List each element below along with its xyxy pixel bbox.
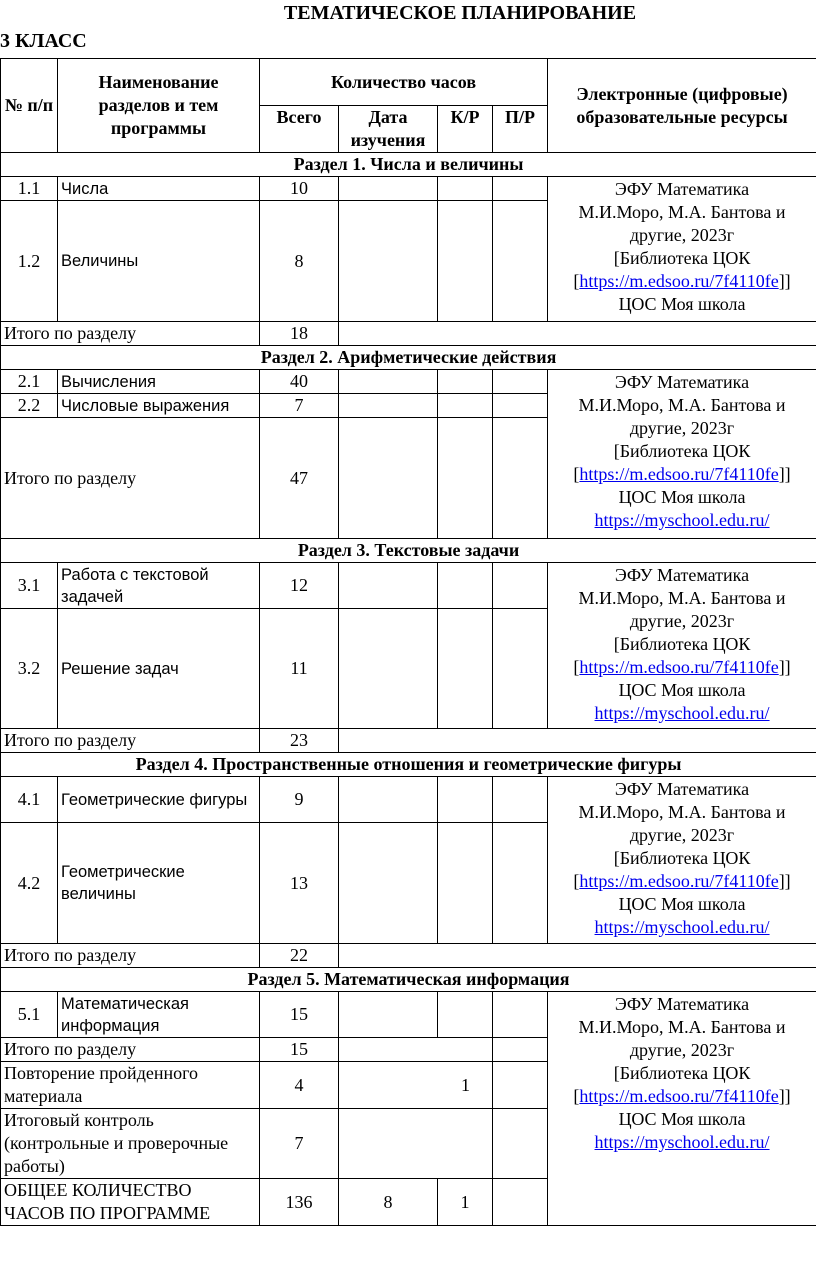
bracket: [	[573, 871, 580, 891]
header-kr: К/Р	[438, 106, 493, 153]
row-total: 40	[260, 370, 339, 394]
row-kr	[438, 823, 493, 944]
res-line: ЭФУ Математика	[614, 779, 750, 799]
row-num: 2.2	[1, 394, 58, 418]
resources-cell	[548, 177, 816, 322]
row-kr	[438, 777, 493, 823]
row-kr	[438, 177, 493, 201]
bracket: ]]	[778, 871, 791, 891]
res-line: другие, 2023г	[629, 611, 735, 631]
grand-total-date: 8	[339, 1179, 438, 1226]
subtotal-empty	[339, 729, 816, 753]
row-total: 11	[260, 609, 339, 729]
row-name: Математическая информация	[58, 992, 260, 1038]
res-line: ЭФУ Математика	[614, 565, 750, 585]
section-title: Раздел 2. Арифметические действия	[1, 346, 816, 370]
row-name: Геометрические величины	[58, 823, 260, 944]
resources-cell	[548, 777, 816, 944]
res-line: М.И.Моро, М.А. Бантова и	[578, 802, 786, 822]
row-name: Решение задач	[58, 609, 260, 729]
edsoo-link[interactable]: https://m.edsoo.ru/7f4110fe	[579, 657, 779, 677]
row-name: Работа с текстовой задачей	[58, 563, 260, 609]
row-pr	[493, 609, 548, 729]
res-line: М.И.Моро, М.А. Бантова и	[578, 395, 786, 415]
res-line: М.И.Моро, М.А. Бантова и	[578, 1017, 786, 1037]
res-line: М.И.Моро, М.А. Бантова и	[578, 588, 786, 608]
row-name: Числа	[58, 177, 260, 201]
subtotal-value: 15	[260, 1038, 339, 1062]
row-kr	[438, 609, 493, 729]
planning-table	[0, 58, 816, 1226]
resources-cell	[548, 370, 816, 539]
subtotal-empty	[339, 944, 816, 968]
subtotal-label: Итого по разделу	[1, 418, 260, 539]
row-kr	[438, 201, 493, 322]
edsoo-link[interactable]: https://m.edsoo.ru/7f4110fe	[579, 1086, 779, 1106]
row-date	[339, 563, 438, 609]
res-line: другие, 2023г	[629, 225, 735, 245]
review-label: Повторение пройденного материала	[1, 1062, 260, 1109]
header-name: Наименование разделов и тем программы	[58, 59, 260, 153]
row-date	[339, 370, 438, 394]
row-num: 4.1	[1, 777, 58, 823]
row-num: 1.1	[1, 177, 58, 201]
row-total: 9	[260, 777, 339, 823]
row-pr	[493, 1109, 548, 1179]
subtotal-value: 47	[260, 418, 339, 539]
res-line: ЦОС Моя школа	[618, 487, 746, 507]
row-pr	[493, 177, 548, 201]
header-pr: П/Р	[493, 106, 548, 153]
subtotal-empty	[339, 1038, 493, 1062]
row-kr	[438, 418, 493, 539]
resources-cell	[548, 563, 816, 729]
myschool-link[interactable]: https://myschool.edu.ru/	[594, 917, 770, 937]
res-line: ЦОС Моя школа	[618, 680, 746, 700]
res-line: ЭФУ Математика	[614, 179, 750, 199]
row-date	[339, 394, 438, 418]
review-kr: 1	[339, 1062, 493, 1109]
row-name: Величины	[58, 201, 260, 322]
row-pr	[493, 418, 548, 539]
header-resources: Электронные (цифровые) образовательные ресурсы	[548, 59, 816, 153]
subtotal-empty	[339, 322, 816, 346]
row-name: Геометрические фигуры	[58, 777, 260, 823]
section-title: Раздел 5. Математическая информация	[1, 968, 816, 992]
subtotal-label: Итого по разделу	[1, 322, 260, 346]
row-num: 2.1	[1, 370, 58, 394]
page-title: ТЕМАТИЧЕСКОЕ ПЛАНИРОВАНИЕ	[283, 2, 637, 24]
row-num: 5.1	[1, 992, 58, 1038]
grand-total-kr: 1	[438, 1179, 493, 1226]
subtotal-value: 18	[260, 322, 339, 346]
row-total: 8	[260, 201, 339, 322]
row-kr	[438, 370, 493, 394]
row-date	[339, 201, 438, 322]
section-title: Раздел 3. Текстовые задачи	[1, 539, 816, 563]
grand-total-hours: 136	[260, 1179, 339, 1226]
res-line: другие, 2023г	[629, 1040, 735, 1060]
row-pr	[493, 1062, 548, 1109]
res-line: ЦОС Моя школа	[618, 294, 746, 314]
res-line: [Библиотека ЦОК	[613, 634, 751, 654]
header-date: Дата изучения	[339, 106, 438, 153]
res-line: ЭФУ Математика	[614, 372, 750, 392]
row-name: Вычисления	[58, 370, 260, 394]
section-title: Раздел 4. Пространственные отношения и геометрические фигуры	[1, 753, 816, 777]
res-line: другие, 2023г	[629, 418, 735, 438]
res-line: другие, 2023г	[629, 825, 735, 845]
bracket: ]]	[778, 1086, 791, 1106]
bracket: [	[573, 657, 580, 677]
res-line: [Библиотека ЦОК	[613, 1063, 751, 1083]
final-control-total: 7	[260, 1109, 339, 1179]
myschool-link[interactable]: https://myschool.edu.ru/	[594, 510, 770, 530]
row-kr	[438, 563, 493, 609]
row-pr	[493, 370, 548, 394]
header-total: Всего	[260, 106, 339, 153]
review-total: 4	[260, 1062, 339, 1109]
row-total: 12	[260, 563, 339, 609]
header-num: № п/п	[1, 59, 58, 153]
row-date	[339, 823, 438, 944]
edsoo-link[interactable]: https://m.edsoo.ru/7f4110fe	[579, 871, 779, 891]
row-pr	[493, 823, 548, 944]
row-pr	[493, 777, 548, 823]
row-pr	[493, 201, 548, 322]
res-line: ЦОС Моя школа	[618, 894, 746, 914]
row-pr	[493, 394, 548, 418]
section-title: Раздел 1. Числа и величины	[1, 153, 816, 177]
bracket: [	[573, 271, 580, 291]
res-line: [Библиотека ЦОК	[613, 848, 751, 868]
resources-cell	[548, 992, 816, 1226]
res-line: [Библиотека ЦОК	[613, 441, 751, 461]
row-kr	[438, 992, 493, 1038]
myschool-link[interactable]: https://myschool.edu.ru/	[594, 1132, 770, 1152]
row-num: 1.2	[1, 201, 58, 322]
myschool-link[interactable]: https://myschool.edu.ru/	[594, 703, 770, 723]
res-line: ЦОС Моя школа	[618, 1109, 746, 1129]
row-total: 13	[260, 823, 339, 944]
row-total: 7	[260, 394, 339, 418]
subtotal-value: 23	[260, 729, 339, 753]
row-pr	[493, 1179, 548, 1226]
final-control-empty	[339, 1109, 493, 1179]
row-date	[339, 992, 438, 1038]
subtotal-label: Итого по разделу	[1, 1038, 260, 1062]
res-line: ЭФУ Математика	[614, 994, 750, 1014]
row-name: Числовые выражения	[58, 394, 260, 418]
grade-label: 3 КЛАСС	[0, 30, 87, 52]
res-line: М.И.Моро, М.А. Бантова и	[578, 202, 786, 222]
edsoo-link[interactable]: https://m.edsoo.ru/7f4110fe	[579, 464, 779, 484]
row-num: 4.2	[1, 823, 58, 944]
subtotal-label: Итого по разделу	[1, 944, 260, 968]
header-hours: Количество часов	[260, 59, 548, 106]
bracket: [	[573, 464, 580, 484]
final-control-label: Итоговый контроль (контрольные и проверочные работы)	[1, 1109, 260, 1179]
edsoo-link[interactable]: https://m.edsoo.ru/7f4110fe	[579, 271, 779, 291]
res-line: [Библиотека ЦОК	[613, 248, 751, 268]
row-date	[339, 609, 438, 729]
bracket: ]]	[778, 464, 791, 484]
row-total: 15	[260, 992, 339, 1038]
bracket: ]]	[778, 271, 791, 291]
row-num: 3.1	[1, 563, 58, 609]
subtotal-value: 22	[260, 944, 339, 968]
row-pr	[493, 563, 548, 609]
bracket: [	[573, 1086, 580, 1106]
row-date	[339, 777, 438, 823]
row-num: 3.2	[1, 609, 58, 729]
row-pr	[493, 1038, 548, 1062]
row-date	[339, 177, 438, 201]
row-kr	[438, 394, 493, 418]
row-date	[339, 418, 438, 539]
row-pr	[493, 992, 548, 1038]
subtotal-label: Итого по разделу	[1, 729, 260, 753]
grand-total-label: ОБЩЕЕ КОЛИЧЕСТВО ЧАСОВ ПО ПРОГРАММЕ	[1, 1179, 260, 1226]
bracket: ]]	[778, 657, 791, 677]
row-total: 10	[260, 177, 339, 201]
